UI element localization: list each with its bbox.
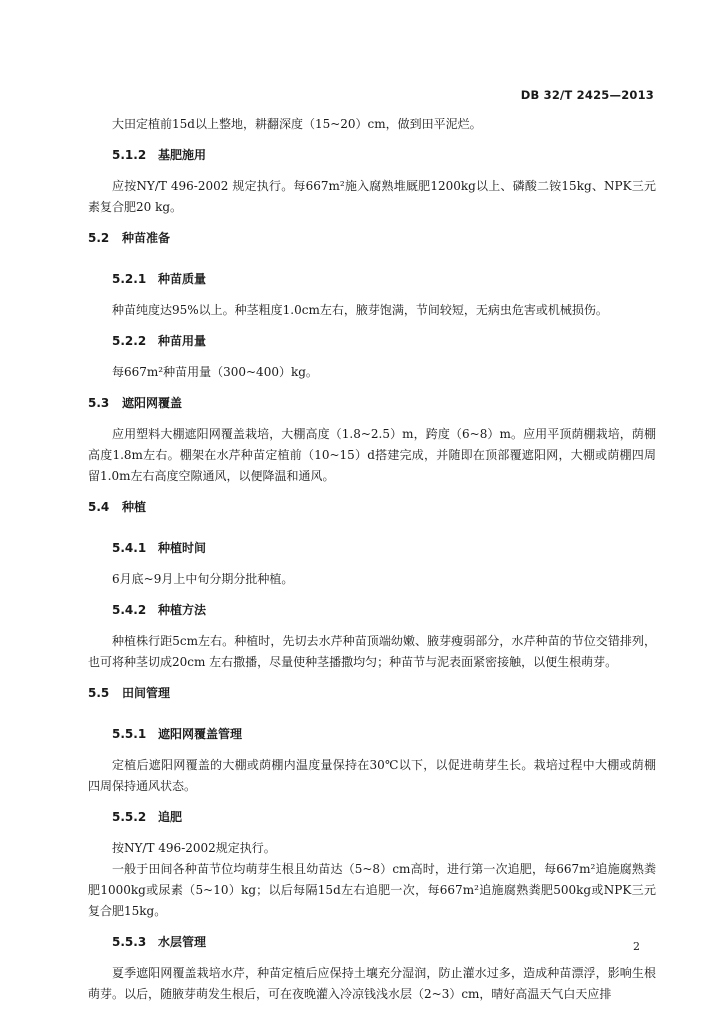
heading-number: 5.4.1 bbox=[112, 541, 147, 555]
subsection-heading bbox=[88, 269, 656, 290]
subsection-heading bbox=[88, 600, 656, 621]
subsection-heading bbox=[88, 331, 656, 352]
heading-number: 5.5.2 bbox=[112, 810, 147, 824]
body-paragraph: 一般于田间各种苗节位均萌芽生根且幼苗达（5~8）cm高时，进行第一次追肥，每667m²追施腐熟粪肥1000kg或尿素（5~10）kg；以后每隔15d左右追肥一次，每667m²追施腐熟粪肥500kg或NPK三元复合肥15kg。 bbox=[88, 862, 656, 918]
heading-title: 种苗准备 bbox=[122, 231, 171, 245]
heading-title: 种苗用量 bbox=[158, 334, 207, 348]
subsection-heading bbox=[88, 538, 656, 559]
heading-title: 种植时间 bbox=[158, 541, 207, 555]
body-paragraph: 夏季遮阳网覆盖栽培水芹，种苗定植后应保持土壤充分湿润，防止灌水过多，造成种苗漂浮，影响生根萌芽。以后，随腋芽萌发生根后，可在夜晚灌入冷凉钱浅水层（2~3）cm，晴好高温天气白天应排 bbox=[88, 966, 656, 1001]
heading-number: 5.4 bbox=[88, 500, 110, 514]
heading-number: 5.3 bbox=[88, 396, 110, 410]
body-paragraph: 定植后遮阳网覆盖的大棚或荫棚内温度量保持在30℃以下，以促进萌芽生长。栽培过程中大棚或荫棚四周保持通风状态。 bbox=[88, 758, 656, 793]
body-paragraph: 应按NY/T 496-2002 规定执行。每667m²施入腐熟堆厩肥1200kg以上、磷酸二铵15kg、NPK三元素复合肥20 kg。 bbox=[88, 179, 656, 214]
heading-number: 5.5 bbox=[88, 686, 110, 700]
body-paragraph: 6月底~9月上中旬分期分批种植。 bbox=[112, 572, 294, 586]
heading-title: 水层管理 bbox=[158, 935, 207, 949]
body-paragraph: 种植株行距5cm左右。种植时，先切去水芹种苗顶端幼嫩、腋芽瘦弱部分，水芹种苗的节位交错排列，也可将种茎切成20cm 左右撒播，尽量使种茎播撒均匀；种苗节与泥表面紧密接触，以便生根萌芽。 bbox=[88, 634, 656, 669]
body-paragraph: 按NY/T 496-2002规定执行。 bbox=[112, 841, 276, 855]
page-number: 2 bbox=[633, 940, 640, 953]
document-code-header: DB 32/T 2425—2013 bbox=[520, 88, 654, 102]
body-paragraph: 种苗纯度达95%以上。种茎粗度1.0cm左右，腋芽饱满，节间较短，无病虫危害或机械损伤。 bbox=[112, 303, 608, 317]
subsection-heading bbox=[88, 932, 656, 953]
heading-title: 种苗质量 bbox=[158, 272, 207, 286]
heading-title: 种植 bbox=[122, 500, 147, 514]
section-heading bbox=[88, 393, 656, 414]
body-paragraph: 每667m²种苗用量（300~400）kg。 bbox=[112, 365, 318, 379]
subsection-heading bbox=[88, 145, 656, 166]
document-body bbox=[88, 114, 656, 1005]
heading-title: 追肥 bbox=[158, 810, 183, 824]
heading-title: 遮阳网覆盖管理 bbox=[158, 727, 243, 741]
subsection-heading bbox=[88, 807, 656, 828]
heading-number: 5.2.2 bbox=[112, 334, 147, 348]
body-paragraph: 大田定植前15d以上整地，耕翻深度（15~20）cm，做到田平泥烂。 bbox=[112, 117, 482, 131]
heading-number: 5.2 bbox=[88, 231, 110, 245]
heading-title: 田间管理 bbox=[122, 686, 171, 700]
section-heading bbox=[88, 228, 656, 249]
section-heading bbox=[88, 683, 656, 704]
heading-title: 遮阳网覆盖 bbox=[122, 396, 183, 410]
heading-title: 基肥施用 bbox=[158, 148, 207, 162]
section-heading bbox=[88, 497, 656, 518]
heading-number: 5.5.1 bbox=[112, 727, 147, 741]
heading-title: 种植方法 bbox=[158, 603, 207, 617]
heading-number: 5.1.2 bbox=[112, 148, 147, 162]
body-paragraph: 应用塑料大棚遮阳网覆盖栽培，大棚高度（1.8~2.5）m，跨度（6~8）m。应用平顶荫棚栽培，荫棚高度1.8m左右。棚架在水芹种苗定植前（10~15）d搭建完成，并随即在顶部覆遮阳网，大棚或荫棚四周留1.0m左右高度空隙通风，以便降温和通风。 bbox=[88, 427, 656, 483]
heading-number: 5.4.2 bbox=[112, 603, 147, 617]
subsection-heading bbox=[88, 724, 656, 745]
heading-number: 5.5.3 bbox=[112, 935, 147, 949]
heading-number: 5.2.1 bbox=[112, 272, 147, 286]
